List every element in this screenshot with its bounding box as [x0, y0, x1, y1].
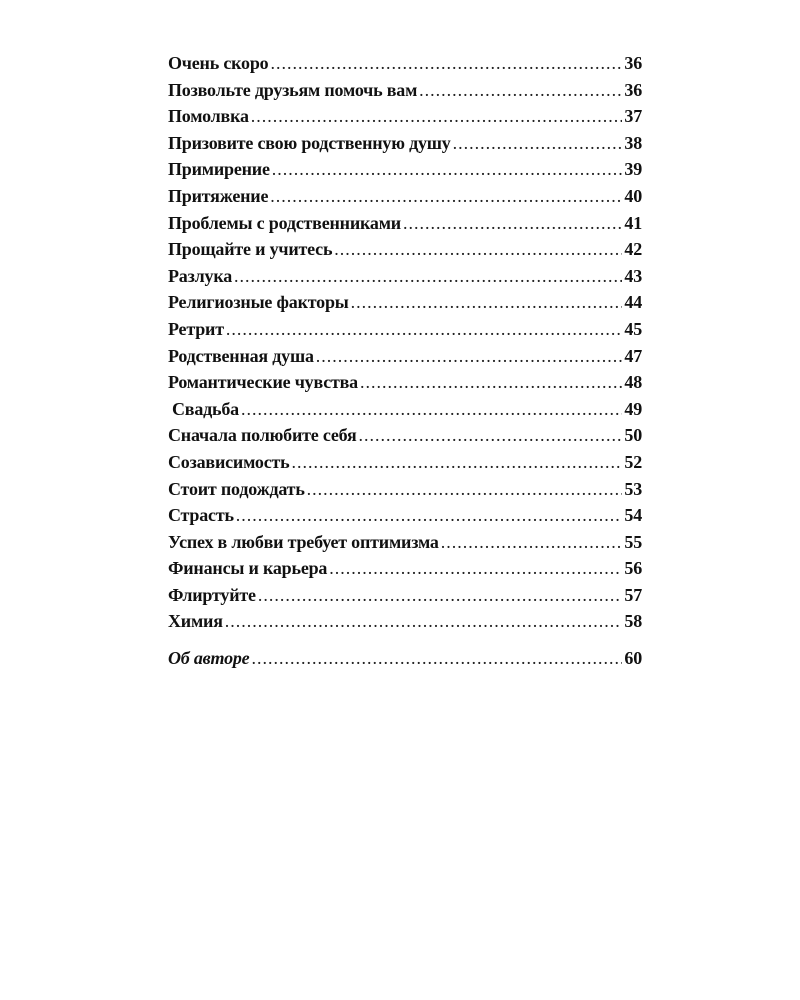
toc-entry [168, 479, 642, 506]
toc-entry-title: Успех в любви требует оптимизма [168, 531, 439, 552]
toc-entry-title: Страсть [168, 505, 234, 526]
toc-entry-title: Прощайте и учитесь [168, 239, 333, 260]
toc-leader-dots [234, 266, 622, 287]
toc-leader-dots [334, 239, 622, 260]
toc-entry [168, 239, 642, 266]
toc-entry-page: 38 [624, 132, 642, 153]
toc-entry [168, 532, 642, 559]
toc-leader-dots [225, 611, 623, 632]
toc-entry-title: Позвольте друзьям помочь вам [168, 79, 418, 100]
toc-entry-page: 54 [624, 505, 642, 526]
toc-entry [168, 558, 642, 585]
toc-entry [168, 266, 642, 293]
toc-entry-page: 44 [624, 292, 642, 313]
toc-entry-title: Разлука [168, 265, 233, 286]
toc-leader-dots [258, 585, 623, 606]
toc-entry [168, 425, 642, 452]
toc-entry-page: 45 [624, 318, 642, 339]
toc-leader-dots [403, 213, 622, 234]
toc-entry-page: 49 [624, 398, 642, 419]
toc-leader-dots [270, 186, 622, 207]
toc-entry-page: 36 [624, 53, 642, 73]
toc-entry-title: Родственная душа [168, 345, 314, 366]
toc-entry [168, 133, 642, 160]
toc-entry-title: Флиртуйте [168, 584, 256, 605]
toc-entry-page: 50 [624, 425, 642, 446]
toc-leader-dots [359, 425, 623, 446]
toc-entry-page: 40 [624, 185, 642, 206]
toc-entry-title: Об авторе [168, 648, 250, 669]
toc-entry-author [168, 648, 642, 675]
toc-entry-title: Созависимость [168, 451, 290, 472]
toc-entry-page: 53 [624, 478, 642, 499]
toc-leader-dots [270, 53, 622, 74]
toc-leader-dots [236, 505, 623, 526]
toc-leader-dots [316, 346, 623, 367]
toc-entry [168, 292, 642, 319]
toc-entry-title: Ретрит [168, 318, 224, 339]
toc-entry-title: Религиозные факторы [168, 292, 349, 313]
toc-entry-page: 58 [624, 611, 642, 632]
toc-entry-page: 41 [624, 212, 642, 233]
toc-entry-page: 52 [624, 451, 642, 472]
toc-entry [168, 186, 642, 213]
toc-entry [168, 346, 642, 373]
toc-leader-dots [351, 292, 623, 313]
toc-entry-title: Финансы и карьера [168, 558, 328, 579]
toc-entry-title: Примирение [168, 159, 270, 180]
toc-entry [168, 585, 642, 612]
toc-entry-title: Очень скоро [168, 53, 269, 73]
toc-entry-title: Химия [168, 611, 223, 632]
toc-leader-dots [241, 399, 622, 420]
toc-entry-page: 56 [624, 558, 642, 579]
toc-entry-page: 57 [624, 584, 642, 605]
toc-leader-dots [360, 372, 622, 393]
toc-entry [168, 611, 642, 638]
toc-leader-dots [453, 133, 623, 154]
toc-leader-dots [226, 319, 623, 340]
toc-entry-title: Призовите свою родственную душу [168, 132, 451, 153]
toc-entry [168, 319, 642, 346]
toc-leader-dots [272, 159, 623, 180]
toc-entry-page: 39 [624, 159, 642, 180]
toc-leader-dots [291, 452, 622, 473]
toc-entry-title: Помолвка [168, 106, 249, 127]
toc-entry [168, 80, 642, 107]
toc-leader-dots [419, 80, 622, 101]
toc-entry-title: Притяжение [168, 185, 269, 206]
toc-entry-title: Свадьба [172, 398, 239, 419]
toc-entry [168, 213, 642, 240]
toc-leader-dots [329, 558, 622, 579]
toc-leader-dots [307, 479, 623, 500]
toc-entry-page: 42 [624, 239, 642, 260]
toc-entry-page: 55 [624, 531, 642, 552]
toc-entry-page: 47 [624, 345, 642, 366]
toc-entry-title: Сначала полюбите себя [168, 425, 357, 446]
toc-leader-dots [441, 532, 623, 553]
toc-entry-page: 43 [624, 265, 642, 286]
toc-entry-page: 48 [624, 372, 642, 393]
table-of-contents [168, 53, 642, 675]
toc-entry-page: 60 [624, 648, 642, 669]
toc-entry [168, 505, 642, 532]
toc-entry [168, 53, 642, 80]
toc-leader-dots [251, 648, 622, 669]
toc-entry [168, 452, 642, 479]
toc-entry-title: Романтические чувства [168, 372, 358, 393]
toc-leader-dots [251, 106, 623, 127]
toc-entry-page: 36 [624, 79, 642, 100]
toc-entry [168, 399, 642, 426]
toc-entry-title: Стоит подождать [168, 478, 305, 499]
toc-entry [168, 372, 642, 399]
toc-entry-title: Проблемы с родственниками [168, 212, 401, 233]
toc-entry [168, 159, 642, 186]
toc-entry [168, 106, 642, 133]
toc-entry-page: 37 [624, 106, 642, 127]
